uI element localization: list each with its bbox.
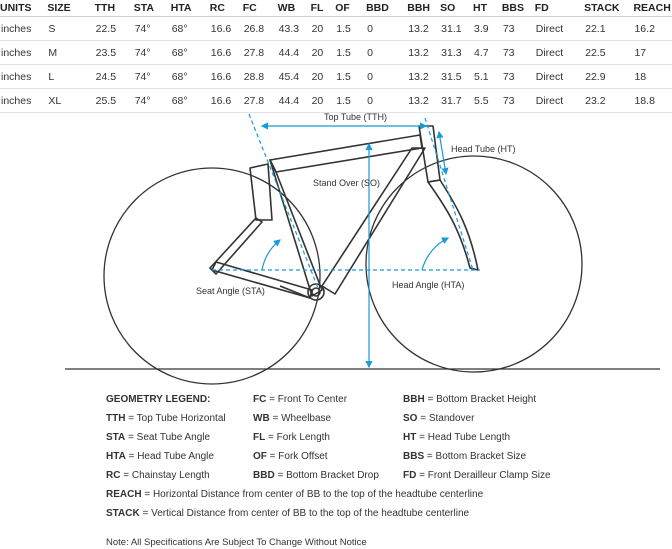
col-header: BBH xyxy=(407,0,440,17)
legend-item: STA = Seat Tube Angle xyxy=(106,432,211,443)
table-cell: inches xyxy=(0,89,47,113)
legend-item: HTA = Head Tube Angle xyxy=(106,451,214,462)
table-cell: 16.6 xyxy=(210,89,243,113)
table-cell: 74° xyxy=(134,65,171,89)
col-header: FL xyxy=(311,0,336,17)
table-row xyxy=(0,17,672,41)
table-cell: inches xyxy=(0,17,47,41)
legend-item: FL = Fork Length xyxy=(253,432,330,443)
table-cell: 13.2 xyxy=(407,41,440,65)
col-header: TTH xyxy=(95,0,134,17)
table-cell: M xyxy=(47,41,94,65)
head-tube-dimension xyxy=(439,132,446,174)
table-cell: 24.5 xyxy=(95,65,134,89)
table-cell: 68° xyxy=(171,65,210,89)
table-cell: Direct xyxy=(535,17,584,41)
col-header: STACK xyxy=(584,0,633,17)
top-tube-label: Top Tube (TTH) xyxy=(324,112,388,122)
table-cell: 22.5 xyxy=(95,17,134,41)
legend-item: BBS = Bottom Bracket Size xyxy=(403,451,527,462)
table-cell: 4.7 xyxy=(473,41,502,65)
table-cell: 31.1 xyxy=(440,17,473,41)
table-cell: 3.9 xyxy=(473,17,502,41)
table-cell: 20 xyxy=(311,17,336,41)
col-header: SIZE xyxy=(47,0,94,17)
table-cell: 73 xyxy=(502,89,535,113)
table-cell: 18 xyxy=(633,65,672,89)
table-cell: 0 xyxy=(366,89,407,113)
table-cell: 0 xyxy=(366,41,407,65)
col-header: WB xyxy=(278,0,311,17)
table-cell: 0 xyxy=(366,17,407,41)
table-cell: 17 xyxy=(633,41,672,65)
table-cell: 5.5 xyxy=(473,89,502,113)
legend-item: FC = Front To Center xyxy=(253,394,348,405)
table-cell: 1.5 xyxy=(335,41,366,65)
table-cell: 44.4 xyxy=(278,41,311,65)
table-cell: 20 xyxy=(311,65,336,89)
table-cell: 74° xyxy=(134,41,171,65)
legend-stack: STACK = Vertical Distance from center of BB to the top of the headtube centerline xyxy=(106,508,470,519)
table-cell: 74° xyxy=(134,89,171,113)
table-cell: Direct xyxy=(535,65,584,89)
table-cell: 31.3 xyxy=(440,41,473,65)
table-cell: 25.5 xyxy=(95,89,134,113)
legend-item: SO = Standover xyxy=(403,413,475,424)
table-cell: 73 xyxy=(502,17,535,41)
table-cell: 45.4 xyxy=(278,65,311,89)
head-tube-label: Head Tube (HT) xyxy=(451,144,516,154)
table-cell: 73 xyxy=(502,41,535,65)
table-cell: 26.8 xyxy=(243,17,278,41)
table-cell: L xyxy=(47,65,94,89)
col-header: SO xyxy=(440,0,473,17)
legend-item: BBD = Bottom Bracket Drop xyxy=(253,470,379,481)
col-header: BBD xyxy=(366,0,407,17)
table-header-row xyxy=(0,0,672,17)
seat-tube-centerline xyxy=(249,114,318,288)
legend-title: GEOMETRY LEGEND: xyxy=(106,394,211,405)
head-angle-arc xyxy=(422,238,448,270)
col-header: OF xyxy=(335,0,366,17)
legend-item: RC = Chainstay Length xyxy=(106,470,210,481)
table-cell: 13.2 xyxy=(407,65,440,89)
table-cell: inches xyxy=(0,65,47,89)
table-cell: 27.8 xyxy=(243,89,278,113)
table-cell: 5.1 xyxy=(473,65,502,89)
seat-angle-label: Seat Angle (STA) xyxy=(196,286,265,296)
head-angle-label: Head Angle (HTA) xyxy=(392,280,465,290)
legend-reach: REACH = Horizontal Distance from center of BB to the top of the headtube centerline xyxy=(106,489,484,500)
table-cell: inches xyxy=(0,41,47,65)
col-header: FD xyxy=(535,0,584,17)
table-cell: 1.5 xyxy=(335,89,366,113)
table-row xyxy=(0,65,672,89)
col-header: FC xyxy=(243,0,278,17)
table-cell: 13.2 xyxy=(407,17,440,41)
table-cell: 31.5 xyxy=(440,65,473,89)
front-wheel xyxy=(366,156,582,372)
table-cell: 22.1 xyxy=(584,17,633,41)
table-cell: 28.8 xyxy=(243,65,278,89)
col-header: REACH xyxy=(633,0,672,17)
table-cell: 20 xyxy=(311,41,336,65)
legend-item: WB = Wheelbase xyxy=(253,413,332,424)
table-cell: 44.4 xyxy=(278,89,311,113)
table-cell: 16.2 xyxy=(633,17,672,41)
bike-frame xyxy=(210,126,478,300)
table-cell: 22.5 xyxy=(584,41,633,65)
table-cell: 31.7 xyxy=(440,89,473,113)
geometry-table xyxy=(0,0,672,113)
col-header: STA xyxy=(134,0,171,17)
table-cell: 1.5 xyxy=(335,17,366,41)
bike-geometry-diagram xyxy=(0,100,660,390)
table-row xyxy=(0,41,672,65)
table-cell: 27.8 xyxy=(243,41,278,65)
legend-item: TTH = Top Tube Horizontal xyxy=(106,413,226,424)
table-cell: 0 xyxy=(366,65,407,89)
table-cell: 16.6 xyxy=(210,65,243,89)
table-cell: Direct xyxy=(535,41,584,65)
head-tube-centerline xyxy=(425,118,473,270)
standover-label: Stand Over (SO) xyxy=(313,178,381,188)
table-cell: 20 xyxy=(311,89,336,113)
table-cell: 43.3 xyxy=(278,17,311,41)
col-header: RC xyxy=(210,0,243,17)
table-cell: XL xyxy=(47,89,94,113)
table-cell: 23.5 xyxy=(95,41,134,65)
legend-item: BBH = Bottom Bracket Height xyxy=(403,394,537,405)
legend-item: HT = Head Tube Length xyxy=(403,432,511,443)
table-cell: 22.9 xyxy=(584,65,633,89)
table-cell: 23.2 xyxy=(584,89,633,113)
table-cell: 18.8 xyxy=(633,89,672,113)
col-header: BBS xyxy=(502,0,535,17)
table-cell: 68° xyxy=(171,41,210,65)
legend-item: OF = Fork Offset xyxy=(253,451,328,462)
table-cell: 73 xyxy=(502,65,535,89)
col-header: UNITS xyxy=(0,0,47,17)
table-cell: 1.5 xyxy=(335,65,366,89)
table-cell: S xyxy=(47,17,94,41)
table-cell: 16.6 xyxy=(210,41,243,65)
table-cell: 13.2 xyxy=(407,89,440,113)
col-header: HTA xyxy=(171,0,210,17)
table-cell: 74° xyxy=(134,17,171,41)
seat-angle-arc xyxy=(262,240,280,270)
col-header: HT xyxy=(473,0,502,17)
table-cell: 16.6 xyxy=(210,17,243,41)
legend-item: FD = Front Derailleur Clamp Size xyxy=(403,470,551,481)
table-cell: 68° xyxy=(171,17,210,41)
table-cell: 68° xyxy=(171,89,210,113)
disclaimer-note: Note: All Specifications Are Subject To Change Without Notice xyxy=(106,537,367,548)
table-cell: Direct xyxy=(535,89,584,113)
